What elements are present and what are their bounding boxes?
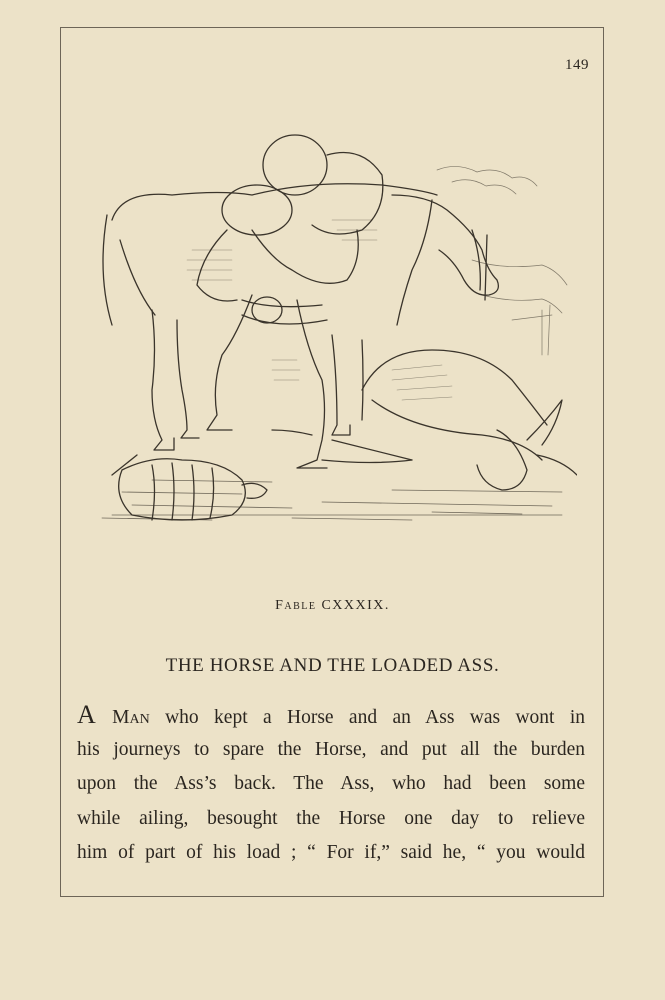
page-number: 149 [565,57,589,73]
text-line-1 [77,698,585,733]
line1-rest: who kept a Horse and an Ass was wont in [149,707,586,728]
engraving-man-horse-fallen-ass-icon [92,120,577,525]
text-line-5: him of part of his load ; “ For if,” said he, “ you would [77,842,585,863]
text-line-4: while ailing, besought the Horse one day to relieve [77,807,585,829]
fable-number: Fable CXXXIX. [275,598,390,613]
fable-title: THE HORSE AND THE LOADED ASS. [165,655,500,676]
drop-cap: A [77,700,97,729]
fable-body-text [77,698,585,871]
first-word: Man [112,707,150,728]
text-line-2: his journeys to spare the Horse, and put all the burden [77,738,585,760]
text-line-3: upon the Ass’s back. The Ass, who had been some [77,773,585,794]
